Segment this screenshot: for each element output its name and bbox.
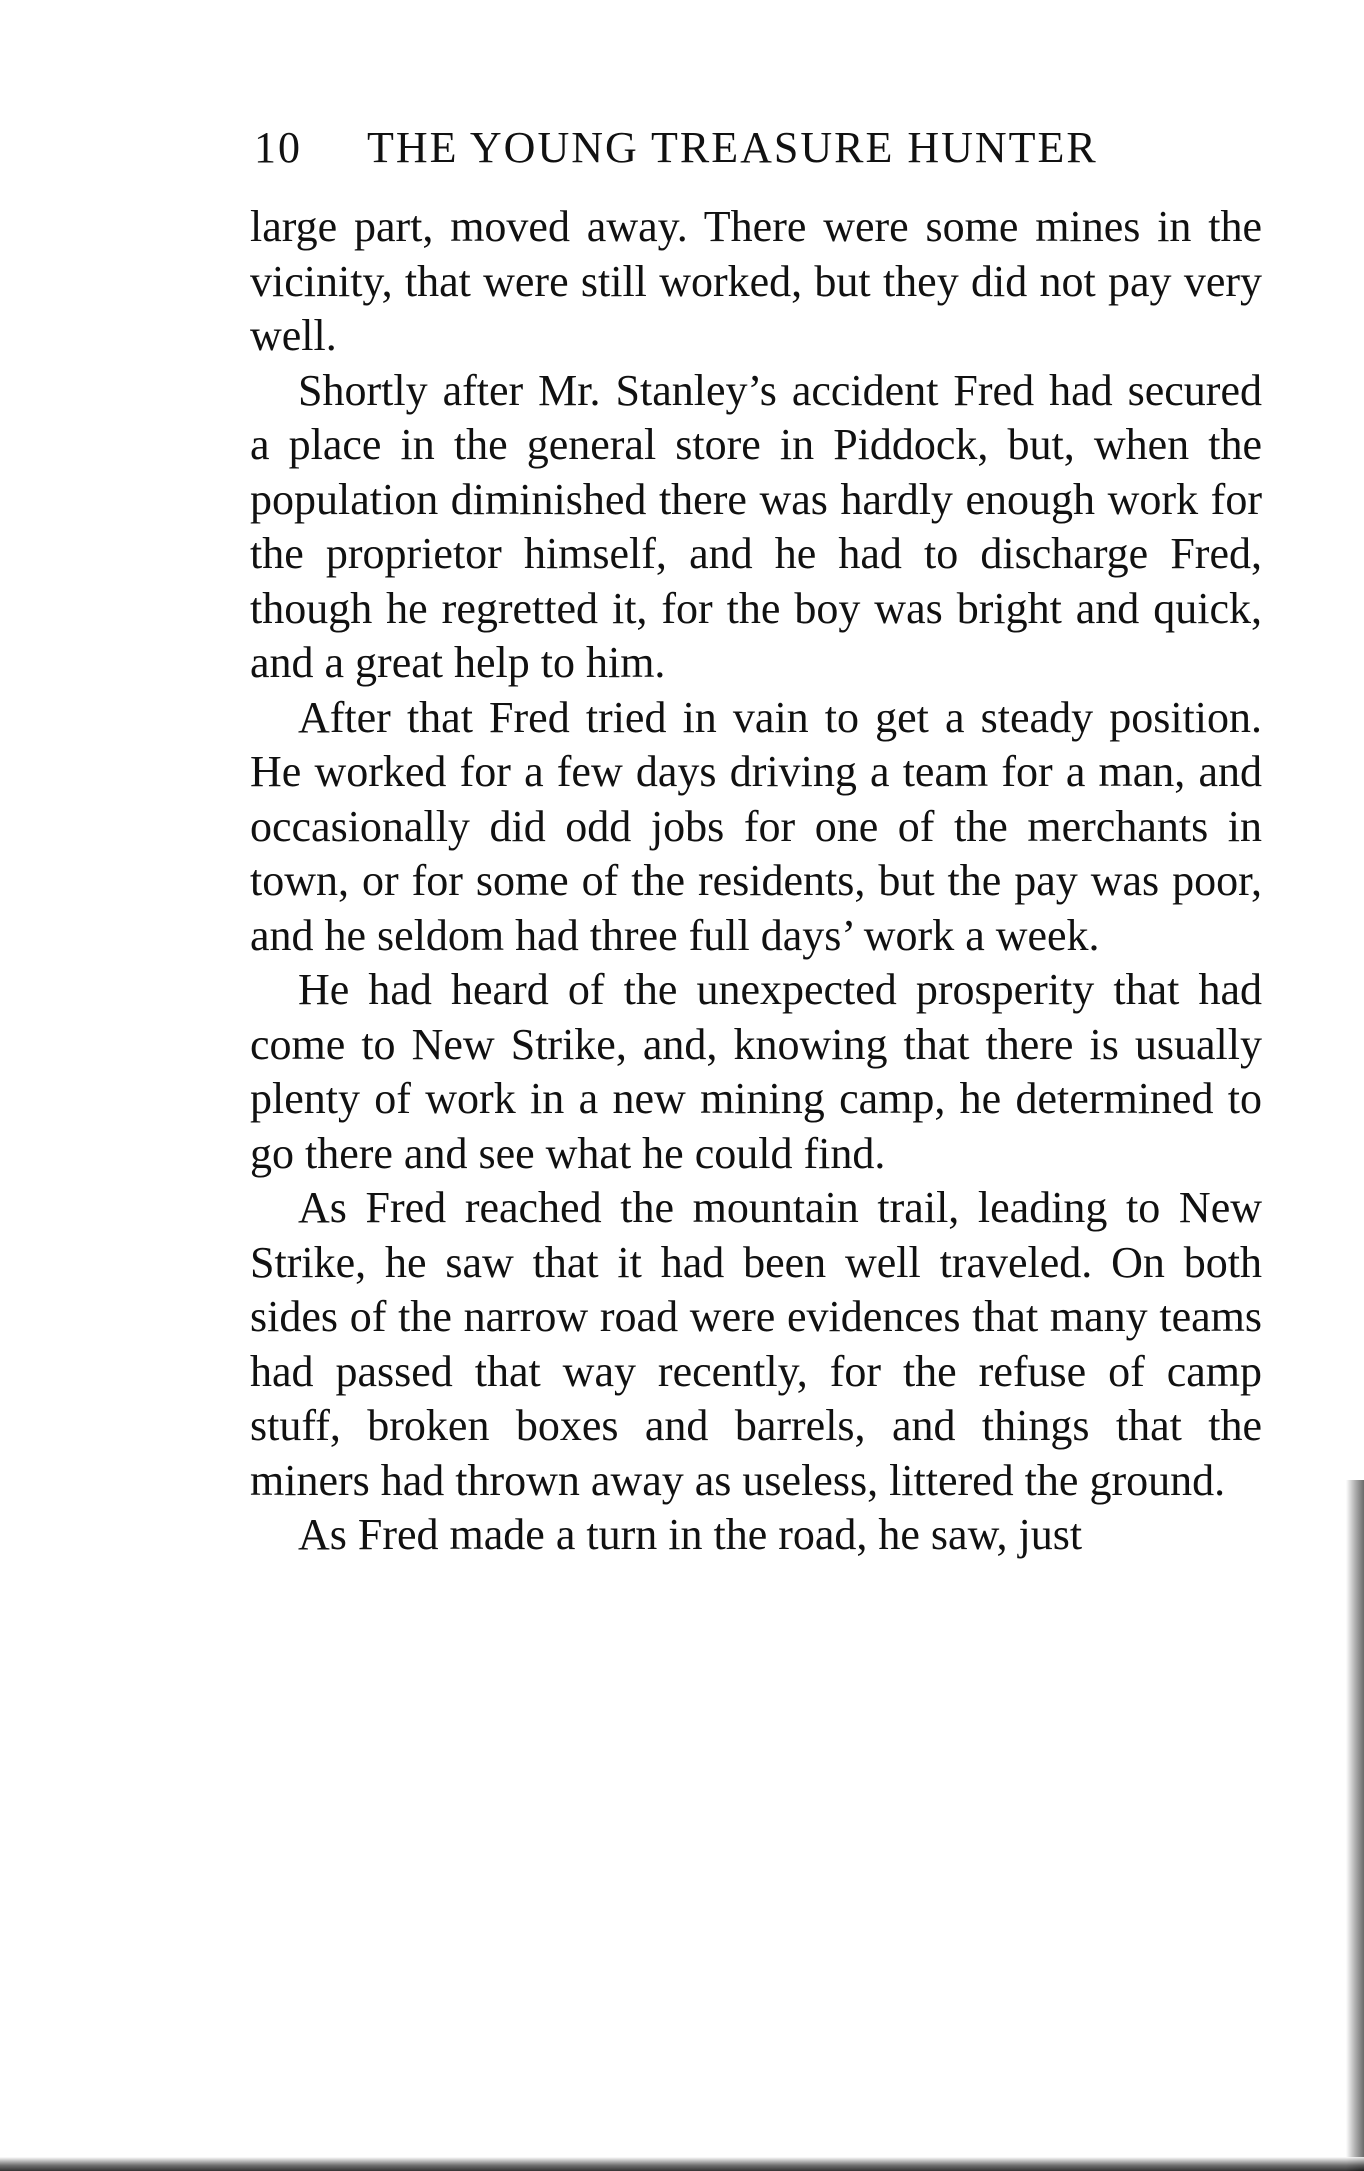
body-text	[250, 200, 1262, 1563]
paragraph: After that Fred tried in vain to get a steady position. He worked for a few days driving a team for a man, and occasionally did odd jobs for one of the merchants in town, or for some of the residents, but the pay was poor, and he seldom had three full days’ work a week.	[250, 692, 1262, 960]
running-head-title: THE YOUNG TREASURE HUNTER	[367, 123, 1098, 172]
page-number: 10	[254, 123, 302, 172]
paragraph: As Fred reached the mountain trail, leading to New Strike, he saw that it had been well traveled. On both sides of the narrow road were evidences that many teams had passed that way recently, for the refuse of camp stuff, broken boxes and barrels, and things that the miners had thrown away as useless, littered the ground.	[250, 1183, 1262, 1505]
paragraph: He had heard of the unexpected prosperity that had come to New Strike, and, knowing that there is usually plenty of work in a new mining camp, he determined to go there and see what he could find.	[250, 965, 1262, 1178]
paragraph: large part, moved away. There were some mines in the vicinity, that were still worked, but they did not pay very well.	[250, 202, 1262, 360]
paragraph: Shortly after Mr. Stanley’s accident Fred had secured a place in the general store in Piddock, but, when the population diminished there was hardly enough work for the proprietor himself, and he had to discharge Fred, though he regretted it, for the boy was bright and quick, and a great help to him.	[250, 365, 1262, 687]
paragraph-last-partial: As Fred made a turn in the road, he saw, just	[298, 1510, 1083, 1559]
page-header	[254, 118, 1254, 178]
scan-edge-shadow-right	[1346, 1480, 1364, 2171]
scan-edge-shadow-bottom	[0, 2157, 1364, 2171]
